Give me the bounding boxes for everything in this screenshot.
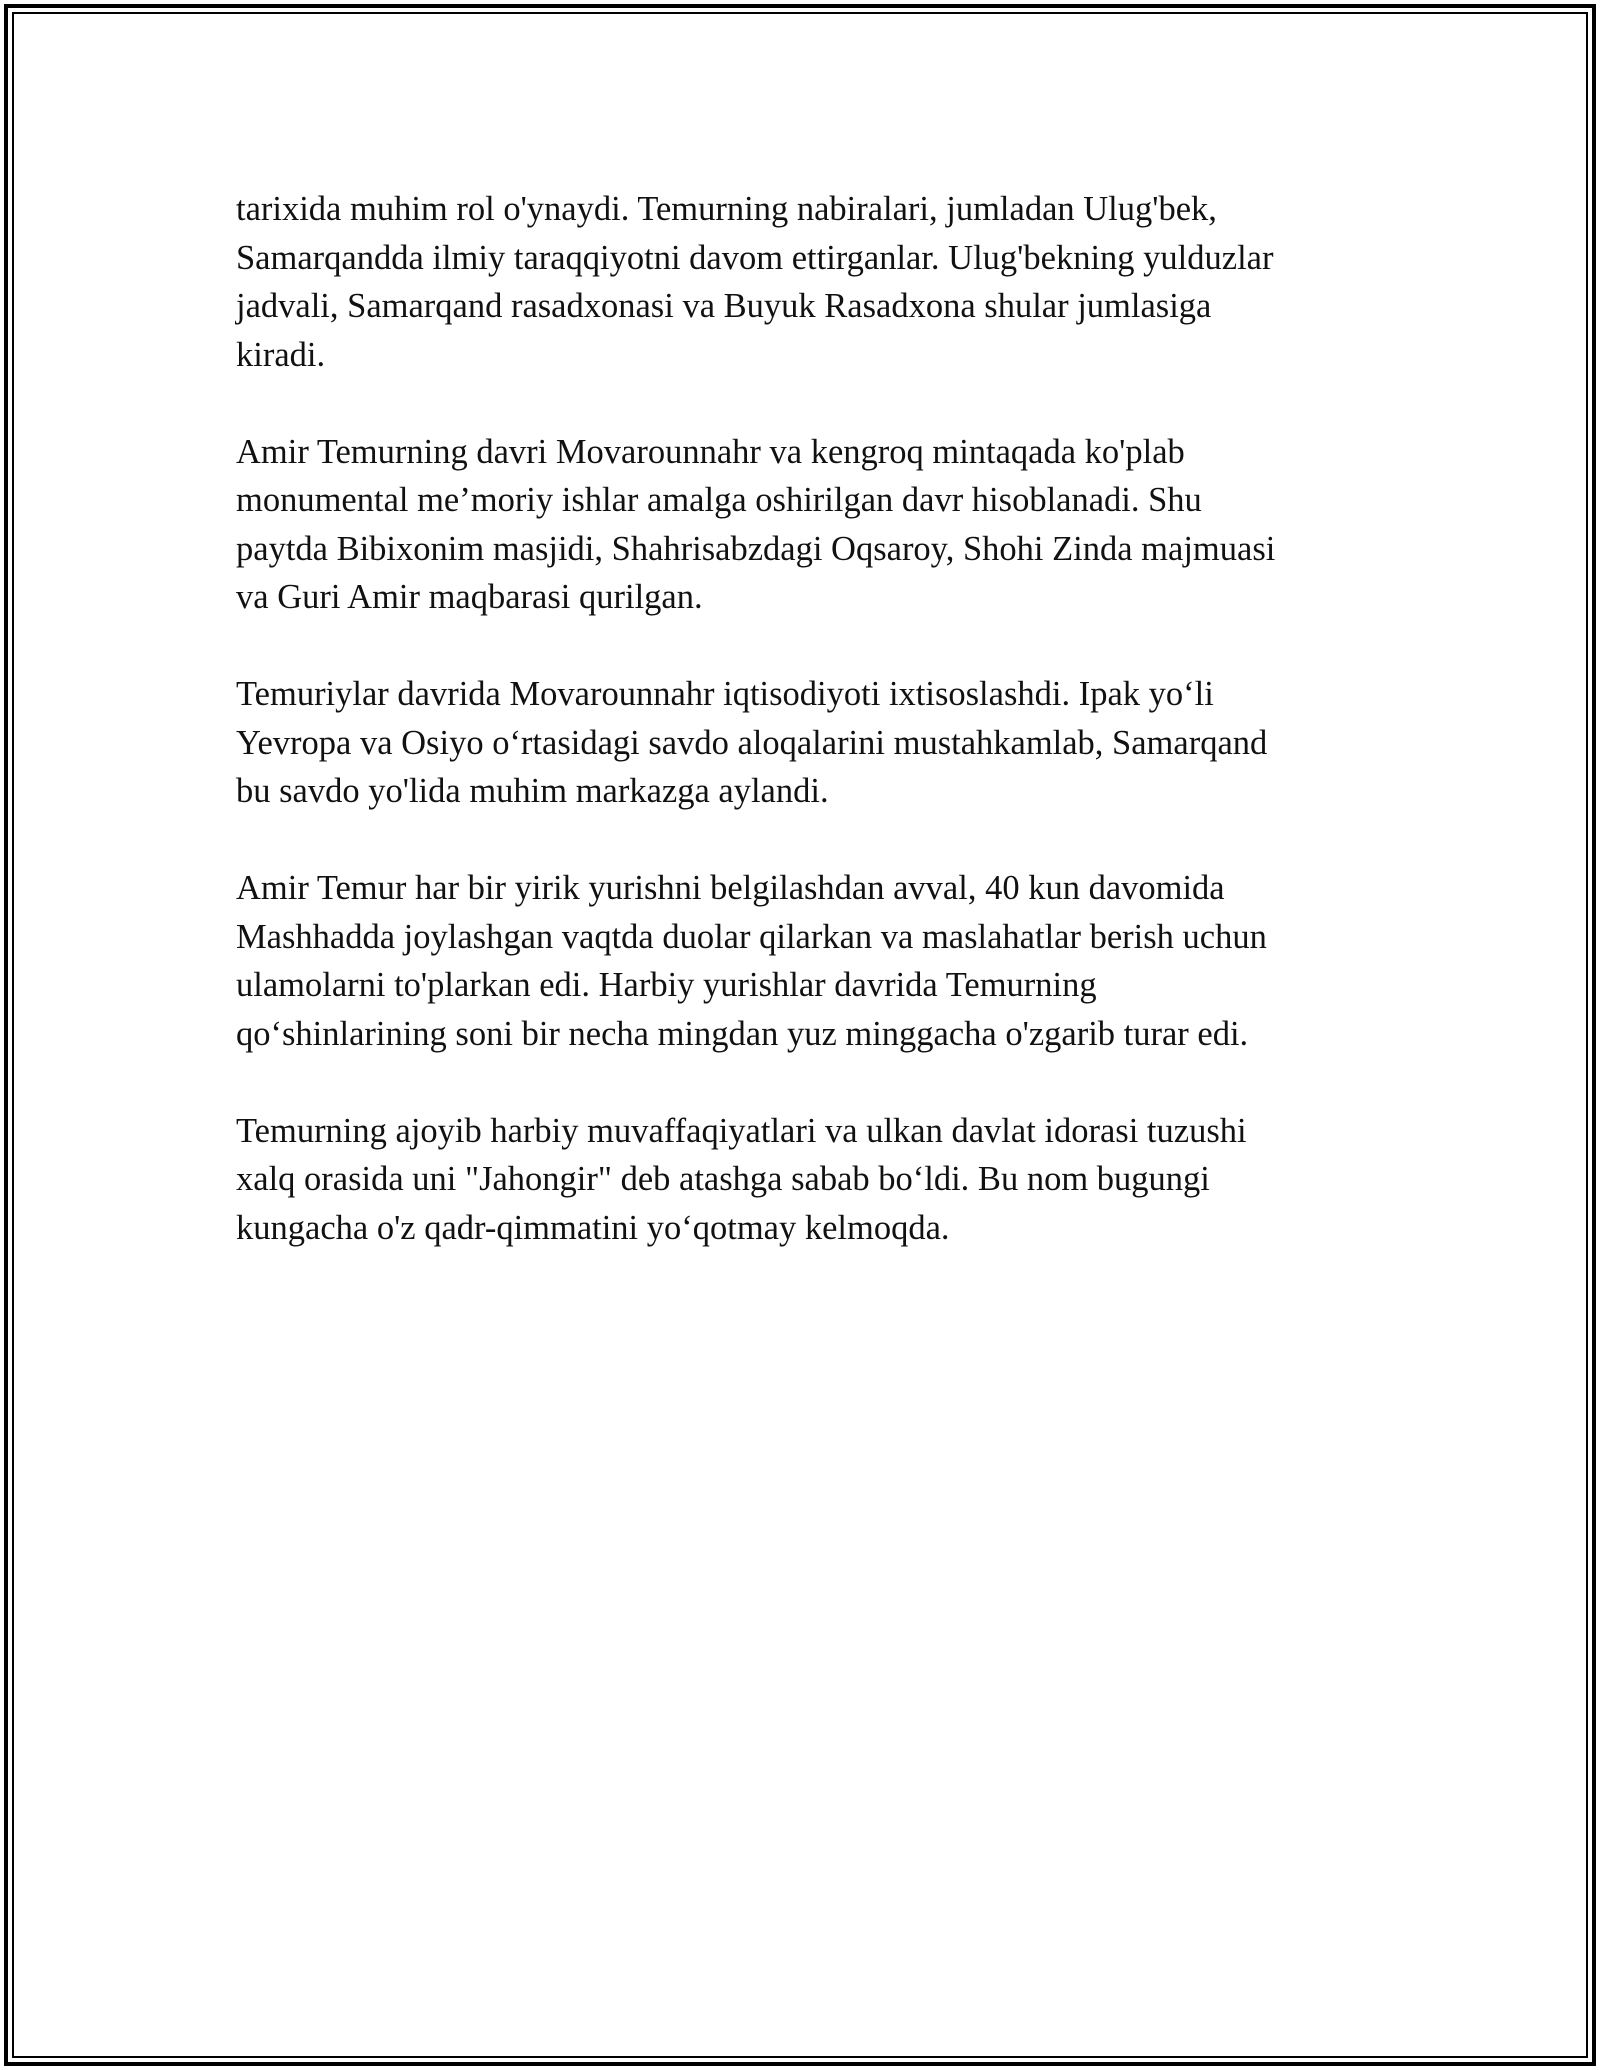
- paragraph-ulugbek: tarixida muhim rol o'ynaydi. Temurning nabiralari, jumladan Ulug'bek, Samarqandda ilmiy taraqqiyotni davom ettirganlar. Ulug'bekning yulduzlar jadvali, Samarqand rasadxonasi va Buyuk Rasadxona shular jumlasiga kiradi.: [236, 190, 1274, 374]
- paragraph-architecture: Amir Temurning davri Movarounnahr va kengroq mintaqada ko'plab monumental me’moriy ishlar amalga oshirilgan davr hisoblanadi. Shu paytda Bibixonim masjidi, Shahrisabzdagi Oqsaroy, Shohi Zinda majmuasi va Guri Amir maqbarasi qurilgan.: [236, 432, 1276, 616]
- paragraph-jahongir: Temurning ajoyib harbiy muvaffaqiyatlari va ulkan davlat idorasi tuzushi xalq orasida uni "Jahongir" deb atashga sabab bo‘ldi. Bu nom bugungi kungacha o'z qadr-qimmatini yo‘qotmay kelmoqda.: [236, 1111, 1247, 1247]
- paragraph-economy: Temuriylar davrida Movarounnahr iqtisodiyoti ixtisoslashdi. Ipak yo‘li Yevropa va Osiyo o‘rtasidagi savdo aloqalarini mustahkamlab, Samarqand bu savdo yo'lida muhim markazga aylandi.: [236, 675, 1268, 810]
- document-body: [236, 185, 1356, 1301]
- paragraph-campaigns: Amir Temur har bir yirik yurishni belgilashdan avval, 40 kun davomida Mashhadda joylashgan vaqtda duolar qilarkan va maslahatlar berish uchun ulamolarni to'plarkan edi. Harbiy yurishlar davrida Temurning qo‘shinlarining soni bir necha mingdan yuz minggacha o'zgarib turar edi.: [236, 869, 1267, 1053]
